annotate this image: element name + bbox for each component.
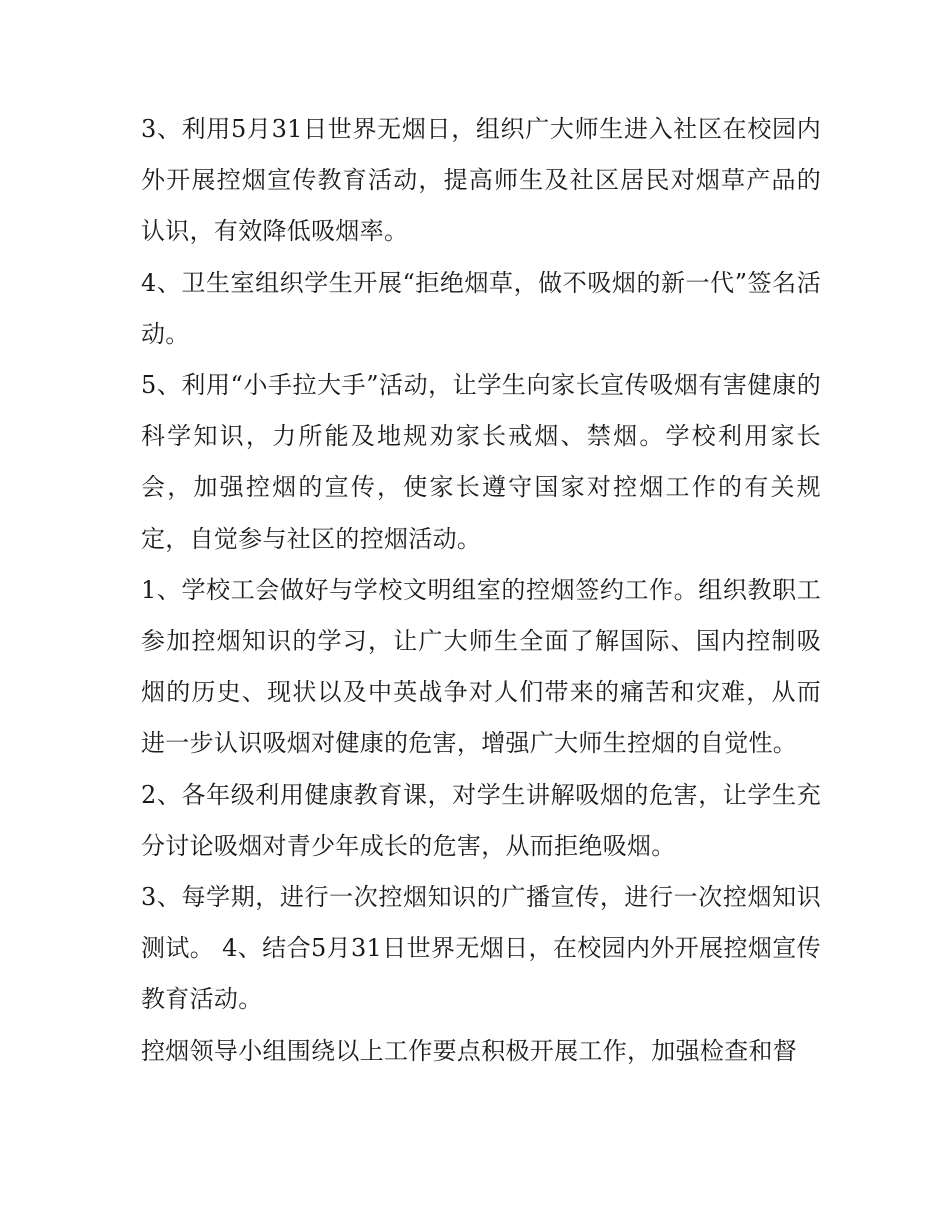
paragraph-1: 3、利用5月31日世界无烟日，组织广大师生进入社区在校园内外开展控烟宣传教育活动，提高师生及社区居民对烟草产品的认识，有效降低吸烟率。 <box>141 115 821 246</box>
paragraph-4: 1、学校工会做好与学校文明组室的控烟签约工作。组织教职工参加控烟知识的学习，让广大师生全面了解国际、国内控制吸烟的历史、现状以及中英战争对人们带来的痛苦和灾难，从而进一步认识吸烟对健康的危害，增强广大师生控烟的自觉性。 <box>141 575 821 758</box>
paragraph-5: 2、各年级利用健康教育课，对学生讲解吸烟的危害，让学生充分讨论吸烟对青少年成长的危害，从而拒绝吸烟。 <box>141 780 821 860</box>
paragraph-6: 3、每学期，进行一次控烟知识的广播宣传，进行一次控烟知识测试。 4、结合5月31日世界无烟日，在校园内外开展控烟宣传教育活动。 <box>141 883 821 1014</box>
paragraph-3: 5、利用“小手拉大手”活动，让学生向家长宣传吸烟有害健康的科学知识，力所能及地规劝家长戒烟、禁烟。学校利用家长会，加强控烟的宣传，使家长遵守国家对控烟工作的有关规定，自觉参与社区的控烟活动。 <box>141 371 821 553</box>
paragraph-7: 控烟领导小组围绕以上工作要点积极开展工作，加强检查和督 <box>141 1036 798 1065</box>
document-body <box>141 104 821 1077</box>
paragraph-2: 4、卫生室组织学生开展“拒绝烟草，做不吸烟的新一代”签名活动。 <box>141 268 821 348</box>
